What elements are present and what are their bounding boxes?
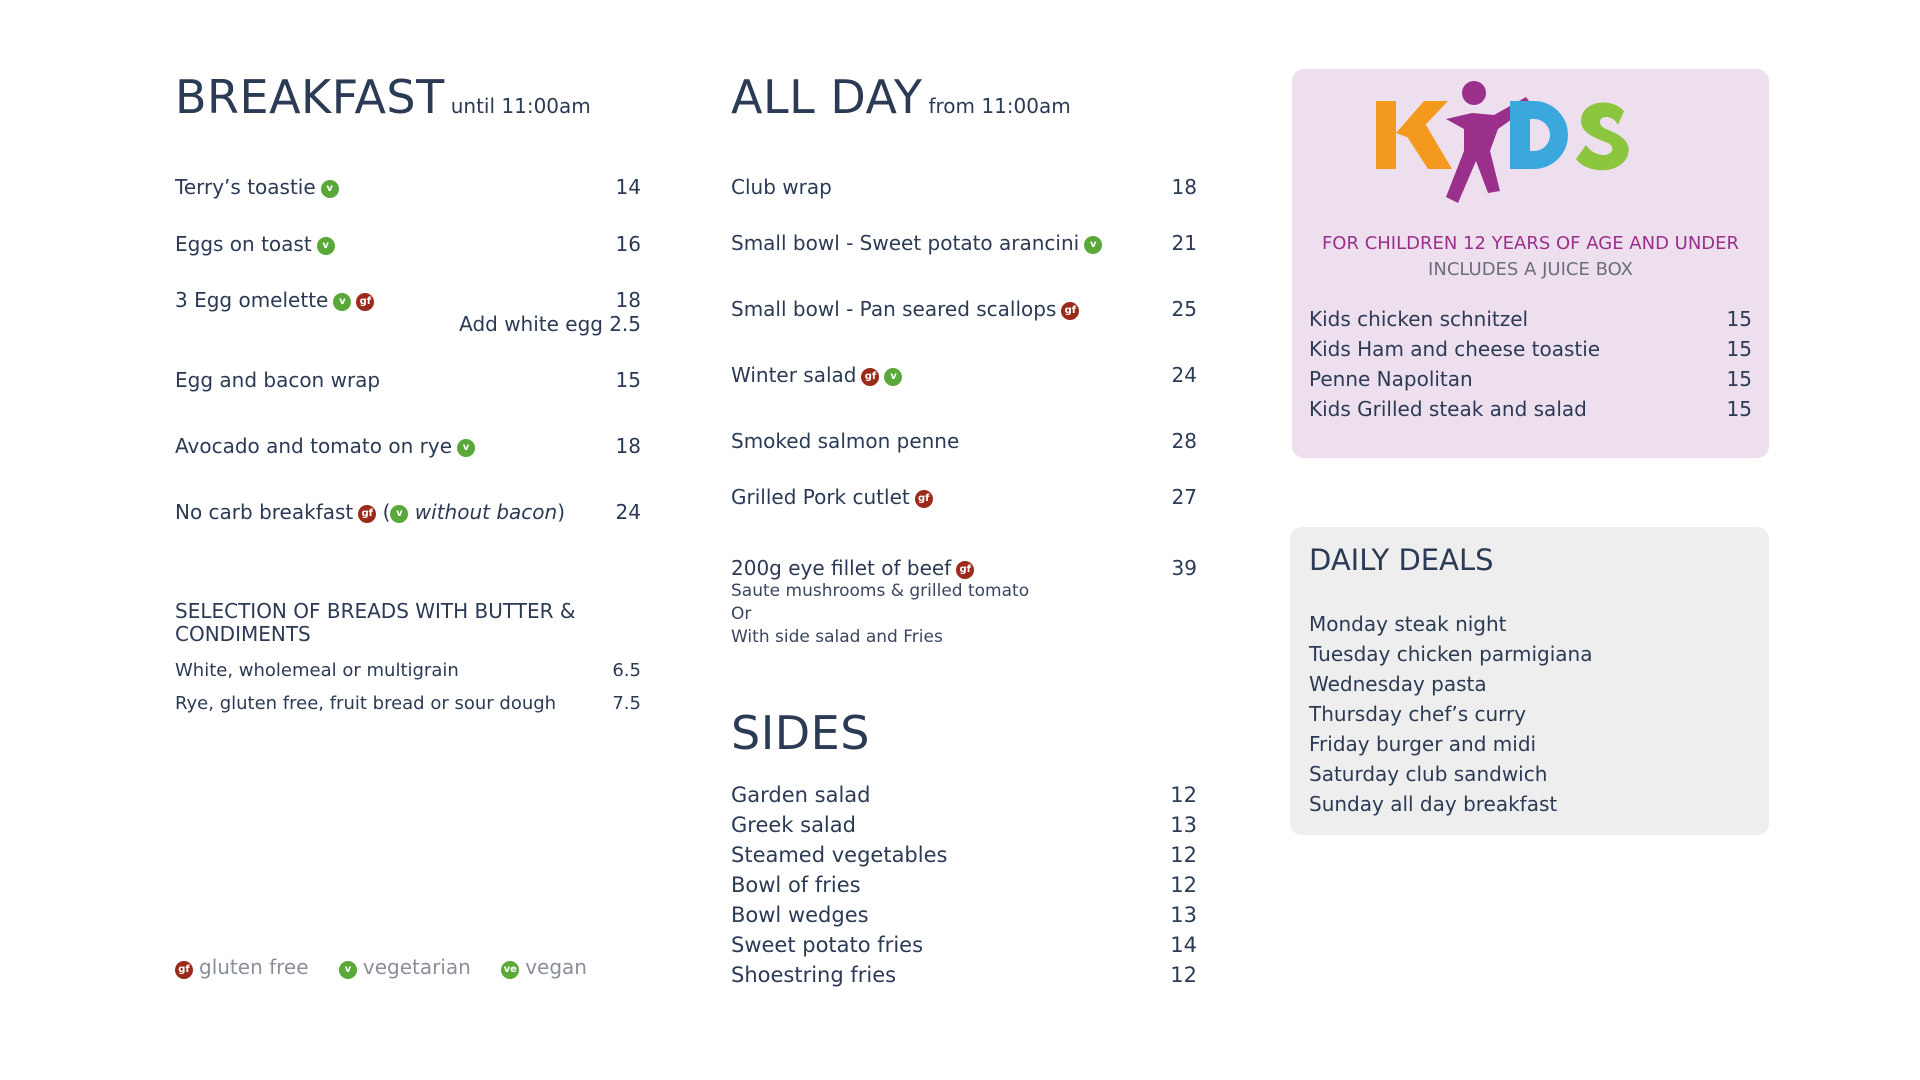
deal-item: Wednesday pasta [1309, 672, 1487, 696]
item-name: 200g eye fillet of beef [731, 556, 952, 580]
deal-item: Monday steak night [1309, 612, 1507, 636]
item-description: With side salad and Fries [731, 627, 943, 647]
kids-item [1309, 334, 1752, 364]
side-price: 13 [1170, 903, 1197, 927]
item-name: Winter salad [731, 363, 857, 387]
menu-item [731, 363, 1197, 387]
bread-row [175, 660, 641, 681]
vegetarian-icon: v [1084, 236, 1102, 254]
item-name: Eggs on toast [175, 232, 312, 256]
kids-item-price: 15 [1726, 337, 1752, 361]
kids-juice-note: INCLUDES A JUICE BOX [1428, 259, 1633, 280]
item-description: Or [731, 604, 752, 624]
item-note: without bacon [414, 500, 558, 524]
legend-label: gluten free [199, 955, 309, 979]
sides-title: SIDES [731, 706, 870, 760]
item-price: 15 [615, 368, 641, 392]
item-name: Egg and bacon wrap [175, 368, 381, 392]
vegetarian-icon: v [457, 439, 475, 457]
item-price: 21 [1171, 231, 1197, 255]
daily-deals-panel [1290, 527, 1769, 835]
side-name: Bowl of fries [731, 873, 861, 897]
kids-item-name: Kids Grilled steak and salad [1309, 397, 1587, 421]
breads-heading: SELECTION OF BREADS WITH BUTTER & CONDIMENTS [175, 599, 576, 646]
side-item [731, 870, 1197, 900]
side-price: 14 [1170, 933, 1197, 957]
side-price: 12 [1170, 873, 1197, 897]
menu-item [731, 556, 1197, 649]
bread-price: 7.5 [612, 693, 641, 714]
deal-item: Saturday club sandwich [1309, 762, 1548, 786]
side-item [731, 960, 1197, 990]
kids-panel [1292, 69, 1769, 458]
menu-item [731, 429, 1197, 453]
item-price: 27 [1171, 485, 1197, 509]
kids-item [1309, 394, 1752, 424]
legend-vegetarian [339, 955, 471, 979]
side-item [731, 810, 1197, 840]
kids-item-name: Penne Napolitan [1309, 367, 1473, 391]
item-name: No carb breakfast [175, 500, 354, 524]
menu-item [731, 175, 1197, 199]
item-price: 14 [615, 175, 641, 199]
dietary-legend [175, 955, 611, 979]
item-price: 28 [1171, 429, 1197, 453]
vegetarian-icon: v [339, 961, 357, 979]
menu-item: No carb breakfast gf ( v without bacon) 24 [175, 500, 641, 524]
kids-item-price: 15 [1726, 307, 1752, 331]
item-price: 24 [1171, 363, 1197, 387]
side-name: Bowl wedges [731, 903, 869, 927]
bread-price: 6.5 [612, 660, 641, 681]
item-name: 3 Egg omelette [175, 288, 329, 312]
vegan-icon: ve [501, 961, 519, 979]
kids-item [1309, 304, 1752, 334]
gluten-free-icon: gf [358, 505, 376, 523]
menu-item [731, 231, 1197, 255]
kids-age-note: FOR CHILDREN 12 YEARS OF AGE AND UNDER [1321, 233, 1740, 254]
deal-item: Tuesday chicken parmigiana [1309, 642, 1593, 666]
gluten-free-icon: gf [175, 961, 193, 979]
item-name: Small bowl - Sweet potato arancini [731, 231, 1080, 255]
menu-item [731, 485, 1197, 509]
legend-gluten-free [175, 955, 309, 979]
gluten-free-icon: gf [1061, 302, 1079, 320]
gluten-free-icon: gf [861, 368, 879, 386]
sides-list [731, 780, 1197, 990]
item-name: Club wrap [731, 175, 832, 199]
menu-item [175, 434, 641, 458]
menu-item [175, 368, 641, 392]
all-day-title: ALL DAY [731, 70, 923, 124]
side-item [731, 780, 1197, 810]
kids-item-price: 15 [1726, 397, 1752, 421]
add-on-price: 2.5 [609, 312, 641, 336]
item-name: Avocado and tomato on rye [175, 434, 452, 458]
deal-item: Sunday all day breakfast [1309, 792, 1558, 816]
legend-vegan [501, 955, 587, 979]
kids-item-name: Kids chicken schnitzel [1309, 307, 1529, 331]
gluten-free-icon: gf [956, 561, 974, 579]
menu-item [175, 232, 641, 256]
kids-logo-s [1576, 102, 1629, 170]
item-price: 39 [1171, 556, 1197, 580]
item-price: 16 [615, 232, 641, 256]
item-description: Saute mushrooms & grilled tomato [731, 581, 1030, 601]
daily-deals-title: DAILY DEALS [1309, 543, 1494, 577]
side-name: Sweet potato fries [731, 933, 924, 957]
breakfast-title: BREAKFAST [175, 70, 445, 124]
vegetarian-icon: v [321, 180, 339, 198]
item-name: Small bowl - Pan seared scallops [731, 297, 1057, 321]
side-price: 12 [1170, 783, 1197, 807]
menu-item [731, 297, 1197, 321]
breakfast-heading [175, 70, 591, 124]
legend-label: vegan [525, 955, 587, 979]
menu-item [175, 288, 641, 336]
legend-label: vegetarian [362, 955, 471, 979]
kids-item-price: 15 [1726, 367, 1752, 391]
deal-item: Friday burger and midi [1309, 732, 1537, 756]
breakfast-subtitle: until 11:00am [450, 94, 591, 118]
item-price: 18 [615, 288, 641, 312]
item-price: 18 [615, 434, 641, 458]
kids-logo [1376, 79, 1666, 209]
gluten-free-icon: gf [915, 490, 933, 508]
item-price: 24 [615, 500, 641, 524]
kids-logo-k [1376, 101, 1452, 169]
gluten-free-icon: gf [356, 293, 374, 311]
side-price: 12 [1170, 963, 1197, 987]
kids-logo-d [1510, 101, 1568, 169]
side-price: 12 [1170, 843, 1197, 867]
kids-item [1309, 364, 1752, 394]
bread-name: Rye, gluten free, fruit bread or sour dough [175, 693, 557, 714]
all-day-subtitle: from 11:00am [928, 94, 1071, 118]
side-name: Shoestring fries [731, 963, 897, 987]
side-name: Garden salad [731, 783, 871, 807]
side-item [731, 900, 1197, 930]
bread-name: White, wholemeal or multigrain [175, 660, 459, 681]
vegetarian-icon: v [884, 368, 902, 386]
vegetarian-icon: v [317, 237, 335, 255]
side-name: Greek salad [731, 813, 856, 837]
kids-item-name: Kids Ham and cheese toastie [1309, 337, 1601, 361]
item-price: 18 [1171, 175, 1197, 199]
item-name: Smoked salmon penne [731, 429, 960, 453]
side-name: Steamed vegetables [731, 843, 948, 867]
add-on-label: Add white egg [459, 312, 603, 336]
vegetarian-icon: v [390, 505, 408, 523]
add-on-option [459, 312, 641, 336]
daily-deals-list [1309, 609, 1592, 819]
side-price: 13 [1170, 813, 1197, 837]
vegetarian-icon: v [333, 293, 351, 311]
item-price: 25 [1171, 297, 1197, 321]
all-day-heading [731, 70, 1071, 124]
item-name: Terry’s toastie [175, 175, 316, 199]
side-item [731, 930, 1197, 960]
item-name: Grilled Pork cutlet [731, 485, 910, 509]
kids-menu-list [1309, 304, 1752, 424]
deal-item: Thursday chef’s curry [1309, 702, 1527, 726]
side-item [731, 840, 1197, 870]
menu-item [175, 175, 641, 199]
bread-row [175, 693, 641, 714]
